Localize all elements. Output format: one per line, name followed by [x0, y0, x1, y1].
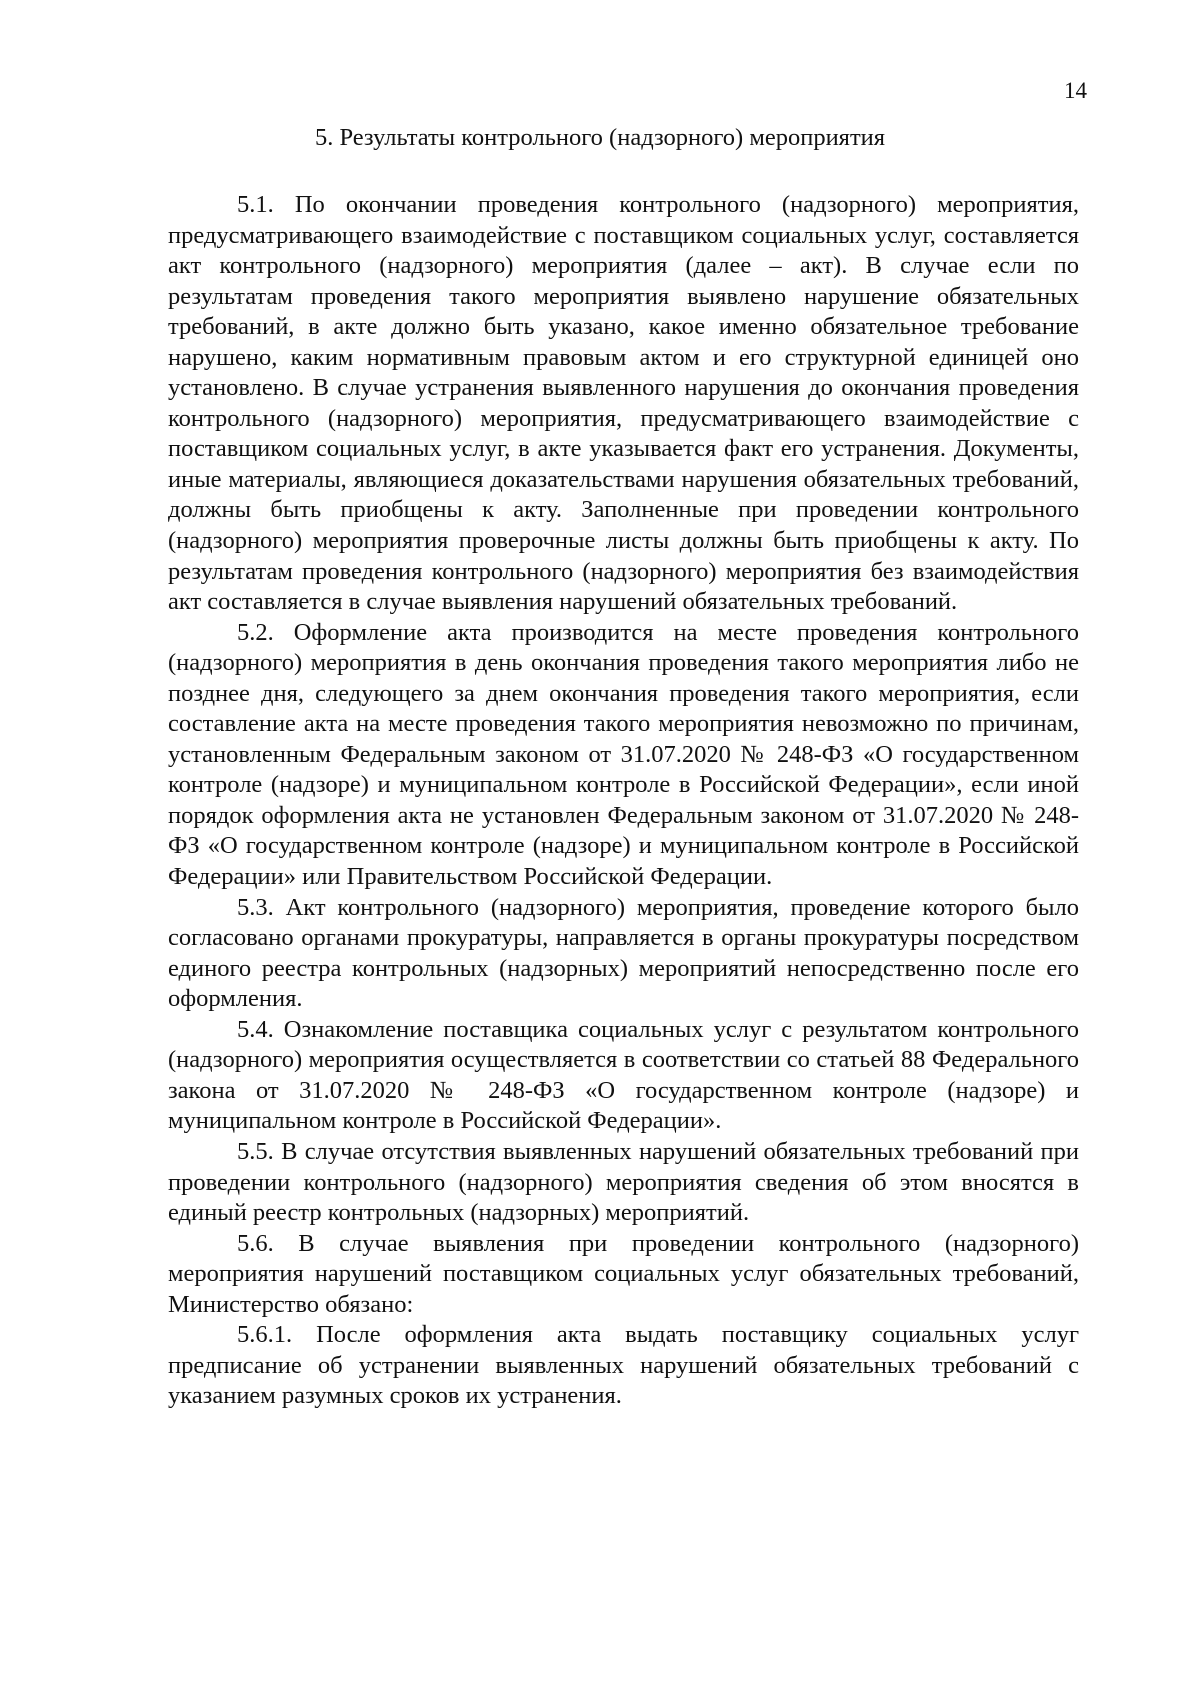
- paragraph-5-3: 5.3. Акт контрольного (надзорного) мероприятия, проведение которого было согласовано органами прокуратуры, направляется в органы прокуратуры посредством единого реестра контрольных (надзорных) мероприятий непосредственно после его оформления.: [168, 893, 1079, 1013]
- paragraph-5-2: 5.2. Оформление акта производится на месте проведения контрольного (надзорного) мероприятия в день окончания проведения такого мероприятия либо не позднее дня, следующего за днем окончания проведения такого мероприятия, если составление акта на месте проведения такого мероприятия невозможно по причинам, установленным Федеральным законом от 31.07.2020 № 248-ФЗ «О государственном контроле (надзоре) и муниципальном контроле в Российской Федерации», если иной порядок оформления акта не установлен Федеральным законом от 31.07.2020 № 248-ФЗ «О государственном контроле (надзоре) и муниципальном контроле в Российской Федерации» или Правительством Российской Федерации.: [168, 618, 1079, 891]
- paragraph-5-5: 5.5. В случае отсутствия выявленных нарушений обязательных требований при проведении контрольного (надзорного) мероприятия сведения об этом вносятся в единый реестр контрольных (надзорных) мероприятий.: [168, 1137, 1079, 1227]
- document-body: [168, 190, 1079, 1412]
- paragraph-5-1: 5.1. По окончании проведения контрольного (надзорного) мероприятия, предусматривающего взаимодействие с поставщиком социальных услуг, составляется акт контрольного (надзорного) мероприятия (далее – акт). В случае если по результатам проведения такого мероприятия выявлено нарушение обязательных требований, в акте должно быть указано, какое именно обязательное требование нарушено, каким нормативным правовым актом и его структурной единицей оно установлено. В случае устранения выявленного нарушения до окончания проведения контрольного (надзорного) мероприятия, предусматривающего взаимодействие с поставщиком социальных услуг, в акте указывается факт его устранения. Документы, иные материалы, являющиеся доказательствами нарушения обязательных требований, должны быть приобщены к акту. Заполненные при проведении контрольного (надзорного) мероприятия проверочные листы должны быть приобщены к акту. По результатам проведения контрольного (надзорного) мероприятия без взаимодействия акт составляется в случае выявления нарушений обязательных требований.: [168, 191, 1079, 616]
- page-number: 14: [1064, 78, 1087, 103]
- paragraph-5-6: 5.6. В случае выявления при проведении контрольного (надзорного) мероприятия нарушений поставщиком социальных услуг обязательных требований, Министерство обязано:: [168, 1229, 1079, 1318]
- paragraph-5-4: 5.4. Ознакомление поставщика социальных услуг с результатом контрольного (надзорного) мероприятия осуществляется в соответствии со статьей 88 Федерального закона от 31.07.2020 № 248-ФЗ «О государственном контроле (надзоре) и муниципальном контроле в Российской Федерации».: [168, 1015, 1079, 1135]
- section-title: 5. Результаты контрольного (надзорного) мероприятия: [314, 124, 886, 151]
- paragraph-5-6-1: 5.6.1. После оформления акта выдать поставщику социальных услуг предписание об устранении выявленных нарушений обязательных требований с указанием разумных сроков их устранения.: [168, 1321, 1079, 1410]
